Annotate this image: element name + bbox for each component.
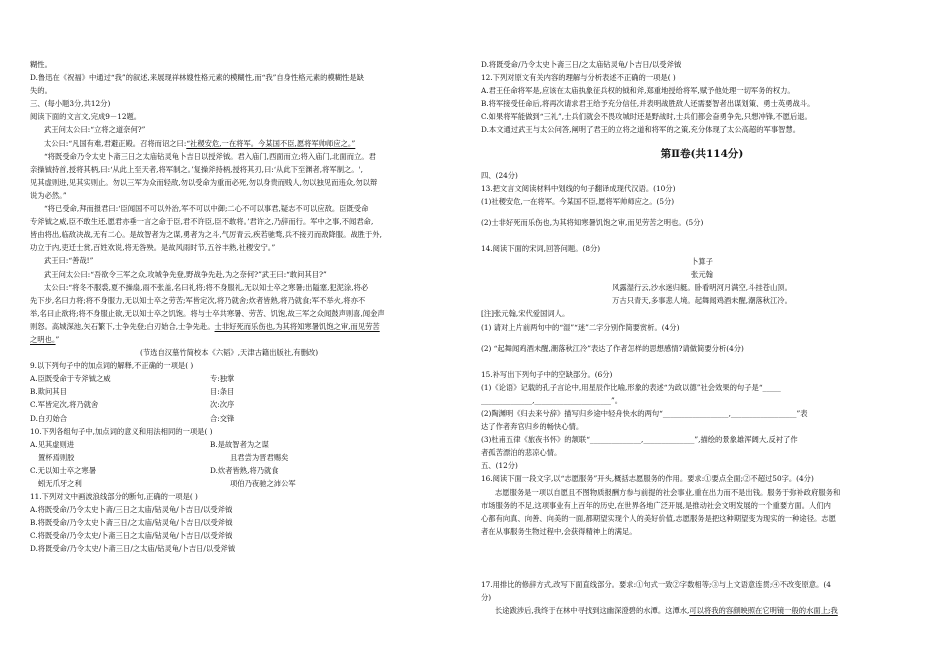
option-b: B.将既受命/乃令太史卜斋三日/之太庙/钻灵龟/卜吉日/以受斧钺 [30, 518, 233, 528]
passage-line: “将已受命,拜而报君曰:‘臣闻国不可以外治,军不可以中御;二心不可以事君,疑志不可以应敌。臣既受命 [44, 204, 369, 214]
left-column [30, 58, 468, 556]
question-16: 16.阅读下面一段文字,以“志愿服务”开头,概括志愿服务的作用。要求:①要点全面;②不超过50字。(4分) [481, 474, 814, 484]
option-c: C.无以知士卒之寒暑 [30, 465, 97, 475]
option-row [30, 451, 468, 464]
question-17-cont: 分) [481, 593, 492, 602]
option-d: D.将既受命/乃令太史卜斋三日/之太庙钻灵龟/卜吉日/以受斧钺 [481, 60, 682, 69]
question-15-item-1-cont: ______________,_____________________”。 [481, 395, 623, 405]
option-c: C.将既受命/乃令太史/卜斋三日之太庙/钻灵龟/卜吉日/以受斧钺 [30, 531, 233, 541]
passage-line: 武王曰:“善哉!” [44, 256, 94, 266]
question-14: 14.阅读下面的宋词,回答问题。(8分) [481, 243, 601, 253]
option-b-gloss: 目:条目 [210, 387, 235, 397]
option-d: D.炊者皆熟,将乃就食 [210, 465, 279, 475]
option-a: A.见其虚则进 [30, 439, 75, 449]
poem-title: 卜算子 [691, 257, 713, 267]
passage-text: 则怒。高城深池,矢石繁下,士争先登;白刃始合,士争先赴。 [30, 321, 215, 331]
answer-space [481, 334, 923, 342]
question-13: 13.把文言文阅读材料中划线的句子翻译成现代汉语。(10分) [481, 183, 676, 193]
underlined-sentence: “社稷安危,一在将军。今某国不臣,愿将军帅师应之。” [186, 138, 356, 148]
option-b: B.欺问其目 [30, 387, 67, 397]
poem-author: 张元翰 [691, 270, 713, 280]
option-b: B.将军接受任命后,将再次请求君王给予充分信任,并表明战胜敌人还需要智者出谋划策、勇士英勇战斗。 [481, 99, 815, 109]
option-b-compare: 且君尝为晋君赐矣 [230, 452, 289, 462]
passage-line [30, 320, 468, 333]
passage-line: 举,名曰止欲将;将不身服止欲,无以知士卒之饥饱。将与士卒共寒暑、劳苦、饥饱,故三军之众闻鼓声则喜,闻金声 [30, 308, 385, 318]
question-9: 9.以下列句子中的加点词的解释,不正确的一项是( ) [30, 361, 194, 371]
option-row [30, 412, 468, 425]
passage-line: 志愿服务是一项以自愿且不图物质报酬方参与前提的社会事业,重在出力而不是出钱。服务于弥补政府服务和 [495, 487, 841, 497]
passage-line: 先下步,名曰力将;将不身服力,无以知士卒之劳苦;军皆定次,将乃就舍;炊者皆熟,将乃就食;军不举火,将亦不 [30, 295, 366, 305]
option-a: A.臣既受命于专斧钺之威 [30, 374, 111, 384]
passage-line: 者在从事服务生物过程中,会获得精神上的满足。 [481, 526, 637, 536]
passage-line [30, 333, 468, 346]
passage-line: 武王问太公曰:“吾欲令三军之众,攻城争先登,野战争先赴,为之奈何?”武王曰:“敢问其目?” [44, 269, 327, 279]
passage-line: 太公曰:“将冬不服裘,夏不操扇,雨不张盖,名曰礼将;将不身服礼,无以知士卒之寒暑;出隘塞,犯泥涂,将必 [44, 282, 369, 292]
option-c-gloss: 次:次序 [210, 400, 235, 410]
passage-line: 见其虚则进,见其实则止。勿以三军为众而轻敌,勿以受命为重而必死,勿以身贵而贱人,勿以独见而违众,勿以辩 [30, 177, 378, 187]
part-heading: 五、(12分) [481, 461, 518, 471]
option-row [30, 398, 468, 411]
option-d-compare: 项伯乃夜驰之沛公军 [230, 479, 296, 488]
passage-line: 市场服务的不足,这项事业有上百年的历史,在世界各地广泛开展,是推动社会文明发展的一个重要方面。人们内 [481, 500, 831, 510]
option-row [30, 464, 468, 477]
option-d-gloss: 合:交锋 [210, 413, 235, 423]
question-13-item-1: (1)社稷安危,一在将军。今某国不臣,愿将军帅师应之。(5分) [481, 196, 675, 206]
passage-line: 心都有向真、向善、向美的一面,都期望实现个人的美好价值,志愿服务是把这种期望变为现实的一种途径。志愿 [481, 513, 836, 523]
question-15-item-2: (2)陶渊明《归去来兮辞》描写归乡途中轻舟快水的两句“__________________,__________________”表 [481, 408, 808, 418]
option-a-gloss: 专:独掌 [210, 374, 235, 384]
option-row [30, 477, 468, 490]
passage-line: 专斧钺之威,臣不敢生还,愿君亦垂一言之命于臣,君不许臣,臣不敢将。’君许之,乃辞而行。军中之事,不闻君命, [30, 217, 374, 227]
answer-space [481, 355, 923, 368]
option-a: A.君王任命将军是,应该在太庙执象征兵权的钺和斧,郑重地授给将军,赋予他处理一切军务的权力。 [481, 86, 795, 96]
question-15-item-2-cont: 达了作者奔官归乡的畅快心情。 [481, 422, 584, 432]
poem-line: 风露湿行云,沙水迷归艇。卧看明河月满空,斗挂苍山顶。 [612, 283, 792, 293]
passage-text: ” [55, 334, 60, 344]
underlined-sentence: 可以将我的容颜映照在它明镜一般的水面上;我 [689, 606, 838, 616]
question-13-item-2: (2)士非好死而乐伤也,为其将知寒暑饥饱之审,而见劳苦之明也。(5分) [481, 217, 704, 227]
passage-line: 皆由将出,临敌决战,无有二心。是故智者为之谋,勇者为之斗,气厉青云,疾若驰骛,兵不接刃而敌降服。战胜于外, [30, 230, 382, 240]
passage-line [481, 604, 923, 617]
poem-line: 万古只青天,多事悲人境。起舞闻鸡酒未醒,潮落秋江冷。 [612, 296, 792, 306]
answer-space [481, 538, 923, 578]
question-17: 17.用排比的修辞方式,改写下面直线部分。要求:①句式一致②字数相等;③与上文语意连贯;④不改变原意。(4 [481, 579, 831, 589]
question-15-item-1: (1)《论语》记载的孔子言论中,用星辰作比喻,形象的表述“为政以德”社会效果的句子是“_____ [481, 382, 781, 392]
option-row [30, 438, 468, 451]
footnote: [注]张元翰,宋代爱国词人。 [481, 309, 570, 319]
underlined-sentence: 之明也。 [30, 334, 56, 344]
option-a-compare: 置杯焉则胶 [38, 452, 75, 462]
section-title: 第Ⅱ卷(共114分) [660, 147, 744, 160]
right-column [481, 58, 923, 617]
option-d: D.将既受命/乃令太史/卜斋三日/之太庙/钻灵龟/卜吉日/以受斧钺 [30, 544, 236, 554]
question-14-item-2: (2) “起舞闻鸡酒未醒,潮落秋江冷”表达了作者怎样的思想感情?请做简要分析(4分) [481, 343, 744, 353]
question-15: 15.补写出下列句子中的空缺部分。(6分) [481, 369, 613, 379]
answer-space [481, 229, 923, 242]
text-line: 糊性。 [30, 60, 52, 69]
passage-line: 亲操钺持首,授将其柄,曰:‘从此上至天者,将军制之。’复操斧持柄,授将其刃,曰:‘从此下至渊者,将军制之。', [30, 164, 363, 174]
question-15-item-3: (3)杜甫五律《旅夜书怀》的颔联“______________,______________”,描绘的景象雄浑阔大,反衬了作 [481, 435, 798, 445]
question-14-item-1: (1) 请对上片前两句中的“湿”“迷”二字分别作简要赏析。(4分) [481, 322, 680, 332]
passage-line [30, 137, 468, 150]
question-11: 11.下列对文中画波浪线部分的断句,正确的一项是( ) [30, 492, 198, 502]
option-c-compare: 蚓无爪牙之利 [38, 479, 82, 488]
option-d: D.本文通过武王与太公问答,阐明了君王的立将之道和将军的之策,充分体现了太公高超的军事智慧。 [481, 125, 801, 135]
option-row [30, 385, 468, 398]
passage-text: 长途跋涉后,我终于在林中寻找到这幽深澄碧的水潭。这潭水, [495, 606, 690, 616]
option-c: C.如果将军能做到“三礼”,士兵们就会不畏攻城时还是野战时,士兵们都会奋勇争先,只想冲锋,不愿后退。 [481, 112, 812, 122]
passage-text: 太公曰:“凡国有难,君避正殿。召将而诏之曰: [44, 138, 187, 148]
answer-space [481, 208, 923, 216]
option-b: B.是故智者为之谋 [210, 439, 269, 449]
option-c: C.军皆定次,将乃就舍 [30, 400, 99, 410]
passage-line: 功立于内,吏迁士赏,百姓欢说,将无咎殃。是故风雨时节,五谷丰熟,社稷安宁。” [30, 243, 276, 253]
text-line: 失的。 [30, 86, 52, 96]
option-row [30, 372, 468, 385]
source-citation: (节选自汉墓竹简校本《六韬》,天津古籍出版社,有删改) [140, 348, 319, 358]
section-heading: 三、(每小题3分,共12分) [30, 99, 111, 109]
question-15-item-3-cont: 者孤苦漂泊的悲凉心情。 [481, 448, 562, 458]
option-d: D.白刃始合 [30, 413, 68, 423]
passage-intro: 阅读下面的文言文,完成9－12题。 [30, 112, 142, 122]
option-a: A.将既受命/乃令太史卜斋/三日之太庙/钻灵龟/卜吉日/以受斧钺 [30, 505, 233, 515]
passage-line: 武王问太公曰:“立将之道奈何?” [44, 125, 146, 135]
underlined-sentence: 士非好死而乐伤也,为其将知寒暑饥饱之审,而见劳苦 [214, 321, 380, 331]
option-d: D.鲁迅在《祝福》中通过“我”的叙述,来展现祥林嫂性格元素的模糊性,而“我”自身性格元素的模糊性是缺 [30, 73, 364, 83]
passage-line: 说为必然。” [30, 190, 67, 200]
question-12: 12.下列对原文有关内容的理解与分析表述不正确的一项是( ) [481, 73, 676, 83]
passage-line-wavy: “将既受命乃令太史卜斋三日之太庙钻灵龟卜吉日以授斧钺。君入庙门,西面而立;将入庙门,北面而立。君 [44, 151, 376, 161]
question-10: 10.下列各组句子中,加点词的意义和用法相同的一项是( ) [30, 426, 213, 436]
part-heading: 四、(24分) [481, 170, 518, 180]
